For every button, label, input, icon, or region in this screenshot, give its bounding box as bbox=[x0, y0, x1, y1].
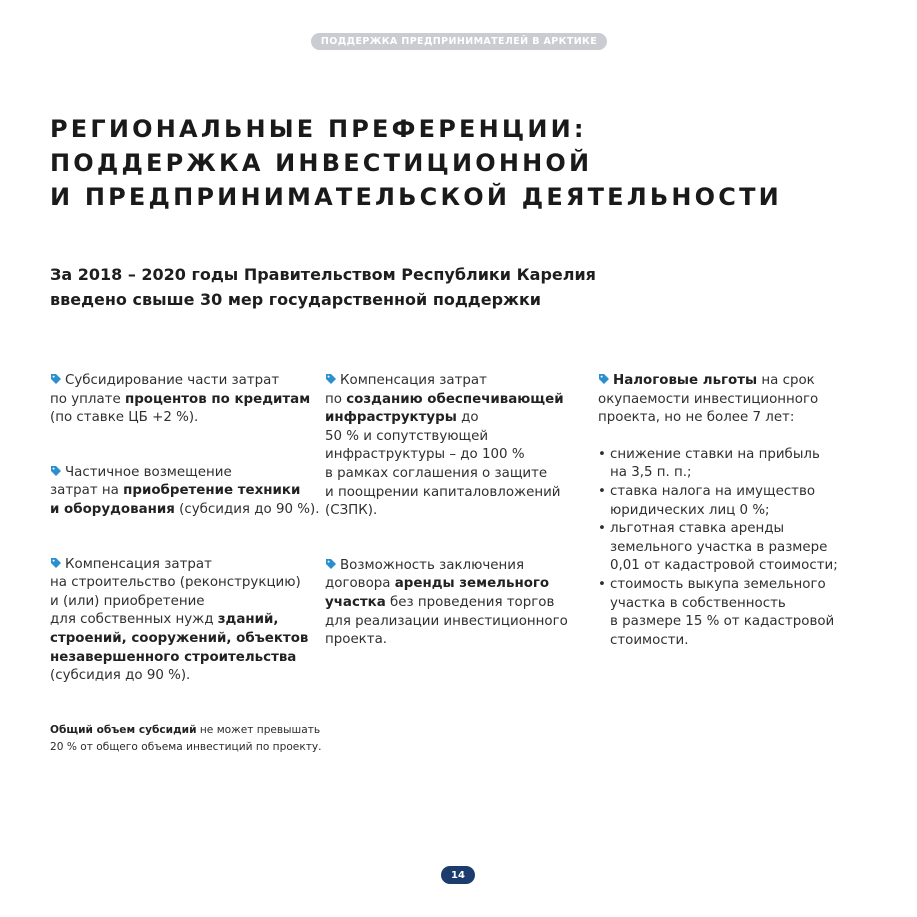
column-3 bbox=[598, 372, 860, 650]
page-title bbox=[50, 112, 782, 214]
measure-item: Компенсация затрат по созданию обеспечивающей инфраструктуры до 50 % и сопутствующей инфраструктуры – до 100 % в рамках соглашения о защите и поощрении капиталовложений (СЗПК). bbox=[325, 373, 564, 519]
tag-icon bbox=[50, 373, 62, 385]
column-1 bbox=[50, 372, 320, 722]
page-number-badge: 14 bbox=[441, 866, 475, 884]
tax-benefit-list bbox=[598, 446, 860, 651]
column-2 bbox=[325, 372, 587, 686]
measure-item: Налоговые льготы на срок окупаемости инвестиционного проекта, но не более 7 лет: bbox=[598, 373, 819, 426]
tag-icon bbox=[325, 373, 337, 385]
title-line: РЕГИОНАЛЬНЫЕ ПРЕФЕРЕНЦИИ: bbox=[50, 115, 587, 143]
tag-icon bbox=[50, 465, 62, 477]
title-line: ПОДДЕРЖКА ИНВЕСТИЦИОННОЙ bbox=[50, 149, 593, 177]
subsidy-note: Общий объем субсидий не может превышать 20 % от общего объема инвестиций по проекту. bbox=[50, 724, 322, 753]
list-item: • стоимость выкупа земельного участка в собственность в размере 15 % от кадастровой стоимости. bbox=[598, 576, 860, 650]
tag-icon bbox=[325, 558, 337, 570]
measure-item: Компенсация затрат на строительство (реконструкцию) и (или) приобретение для собственных нужд зданий, строений, сооружений, объектов незавершенного строительства (субсидия до 90 %). bbox=[50, 556, 309, 684]
subtitle-line: За 2018 – 2020 годы Правительством Республики Карелия bbox=[50, 265, 596, 284]
list-item: • ставка налога на имущество юридических лиц 0 %; bbox=[598, 483, 860, 520]
measure-item: Частичное возмещение затрат на приобретение техники и оборудования (субсидия до 90 %). bbox=[50, 464, 320, 517]
title-line: И ПРЕДПРИНИМАТЕЛЬСКОЙ ДЕЯТЕЛЬНОСТИ bbox=[50, 183, 782, 211]
list-item: • снижение ставки на прибыль на 3,5 п. п.; bbox=[598, 446, 860, 483]
measure-item: Субсидирование части затрат по уплате процентов по кредитам (по ставке ЦБ +2 %). bbox=[50, 373, 311, 426]
tag-icon bbox=[50, 557, 62, 569]
measure-item: Возможность заключения договора аренды земельного участка без проведения торгов для реализации инвестиционного проекта. bbox=[325, 557, 568, 648]
subtitle-line: введено свыше 30 мер государственной поддержки bbox=[50, 290, 542, 309]
tag-icon bbox=[598, 373, 610, 385]
section-header-pill: ПОДДЕРЖКА ПРЕДПРИНИМАТЕЛЕЙ В АРКТИКЕ bbox=[311, 33, 607, 50]
page-subtitle bbox=[50, 262, 596, 312]
list-item: • льготная ставка аренды земельного участка в размере 0,01 от кадастровой стоимости; bbox=[598, 520, 860, 576]
